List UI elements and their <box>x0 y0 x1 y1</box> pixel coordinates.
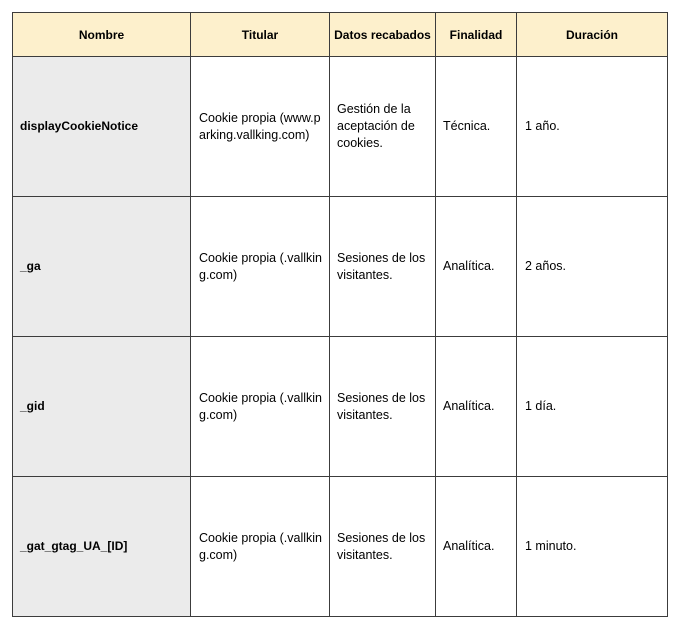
cookie-data: Sesiones de los visitantes. <box>330 477 436 617</box>
table-header <box>13 13 668 57</box>
cookie-duration: 1 minuto. <box>517 477 668 617</box>
cookie-duration: 2 años. <box>517 197 668 337</box>
cookie-data: Sesiones de los visitantes. <box>330 337 436 477</box>
table-row <box>13 337 668 477</box>
cookie-owner: Cookie propia (.vallking.com) <box>191 197 330 337</box>
cookie-table <box>12 12 668 617</box>
cookie-data: Gestión de la aceptación de cookies. <box>330 57 436 197</box>
header-duration: Duración <box>517 13 668 57</box>
table-body <box>13 57 668 617</box>
cookie-purpose: Analítica. <box>436 197 517 337</box>
cookie-owner: Cookie propia (www.parking.vallking.com) <box>191 57 330 197</box>
header-data: Datos recabados <box>330 13 436 57</box>
cookie-purpose: Técnica. <box>436 57 517 197</box>
table-row <box>13 57 668 197</box>
cookie-name: displayCookieNotice <box>13 57 191 197</box>
cookie-name: _ga <box>13 197 191 337</box>
cookie-purpose: Analítica. <box>436 477 517 617</box>
header-purpose: Finalidad <box>436 13 517 57</box>
cookie-name: _gid <box>13 337 191 477</box>
cookie-name: _gat_gtag_UA_[ID] <box>13 477 191 617</box>
cookie-owner: Cookie propia (.vallking.com) <box>191 477 330 617</box>
cookie-duration: 1 día. <box>517 337 668 477</box>
cookie-duration: 1 año. <box>517 57 668 197</box>
header-name: Nombre <box>13 13 191 57</box>
header-owner: Titular <box>191 13 330 57</box>
header-row <box>13 13 668 57</box>
cookie-data: Sesiones de los visitantes. <box>330 197 436 337</box>
table-row <box>13 197 668 337</box>
table-row <box>13 477 668 617</box>
cookie-owner: Cookie propia (.vallking.com) <box>191 337 330 477</box>
cookie-purpose: Analítica. <box>436 337 517 477</box>
